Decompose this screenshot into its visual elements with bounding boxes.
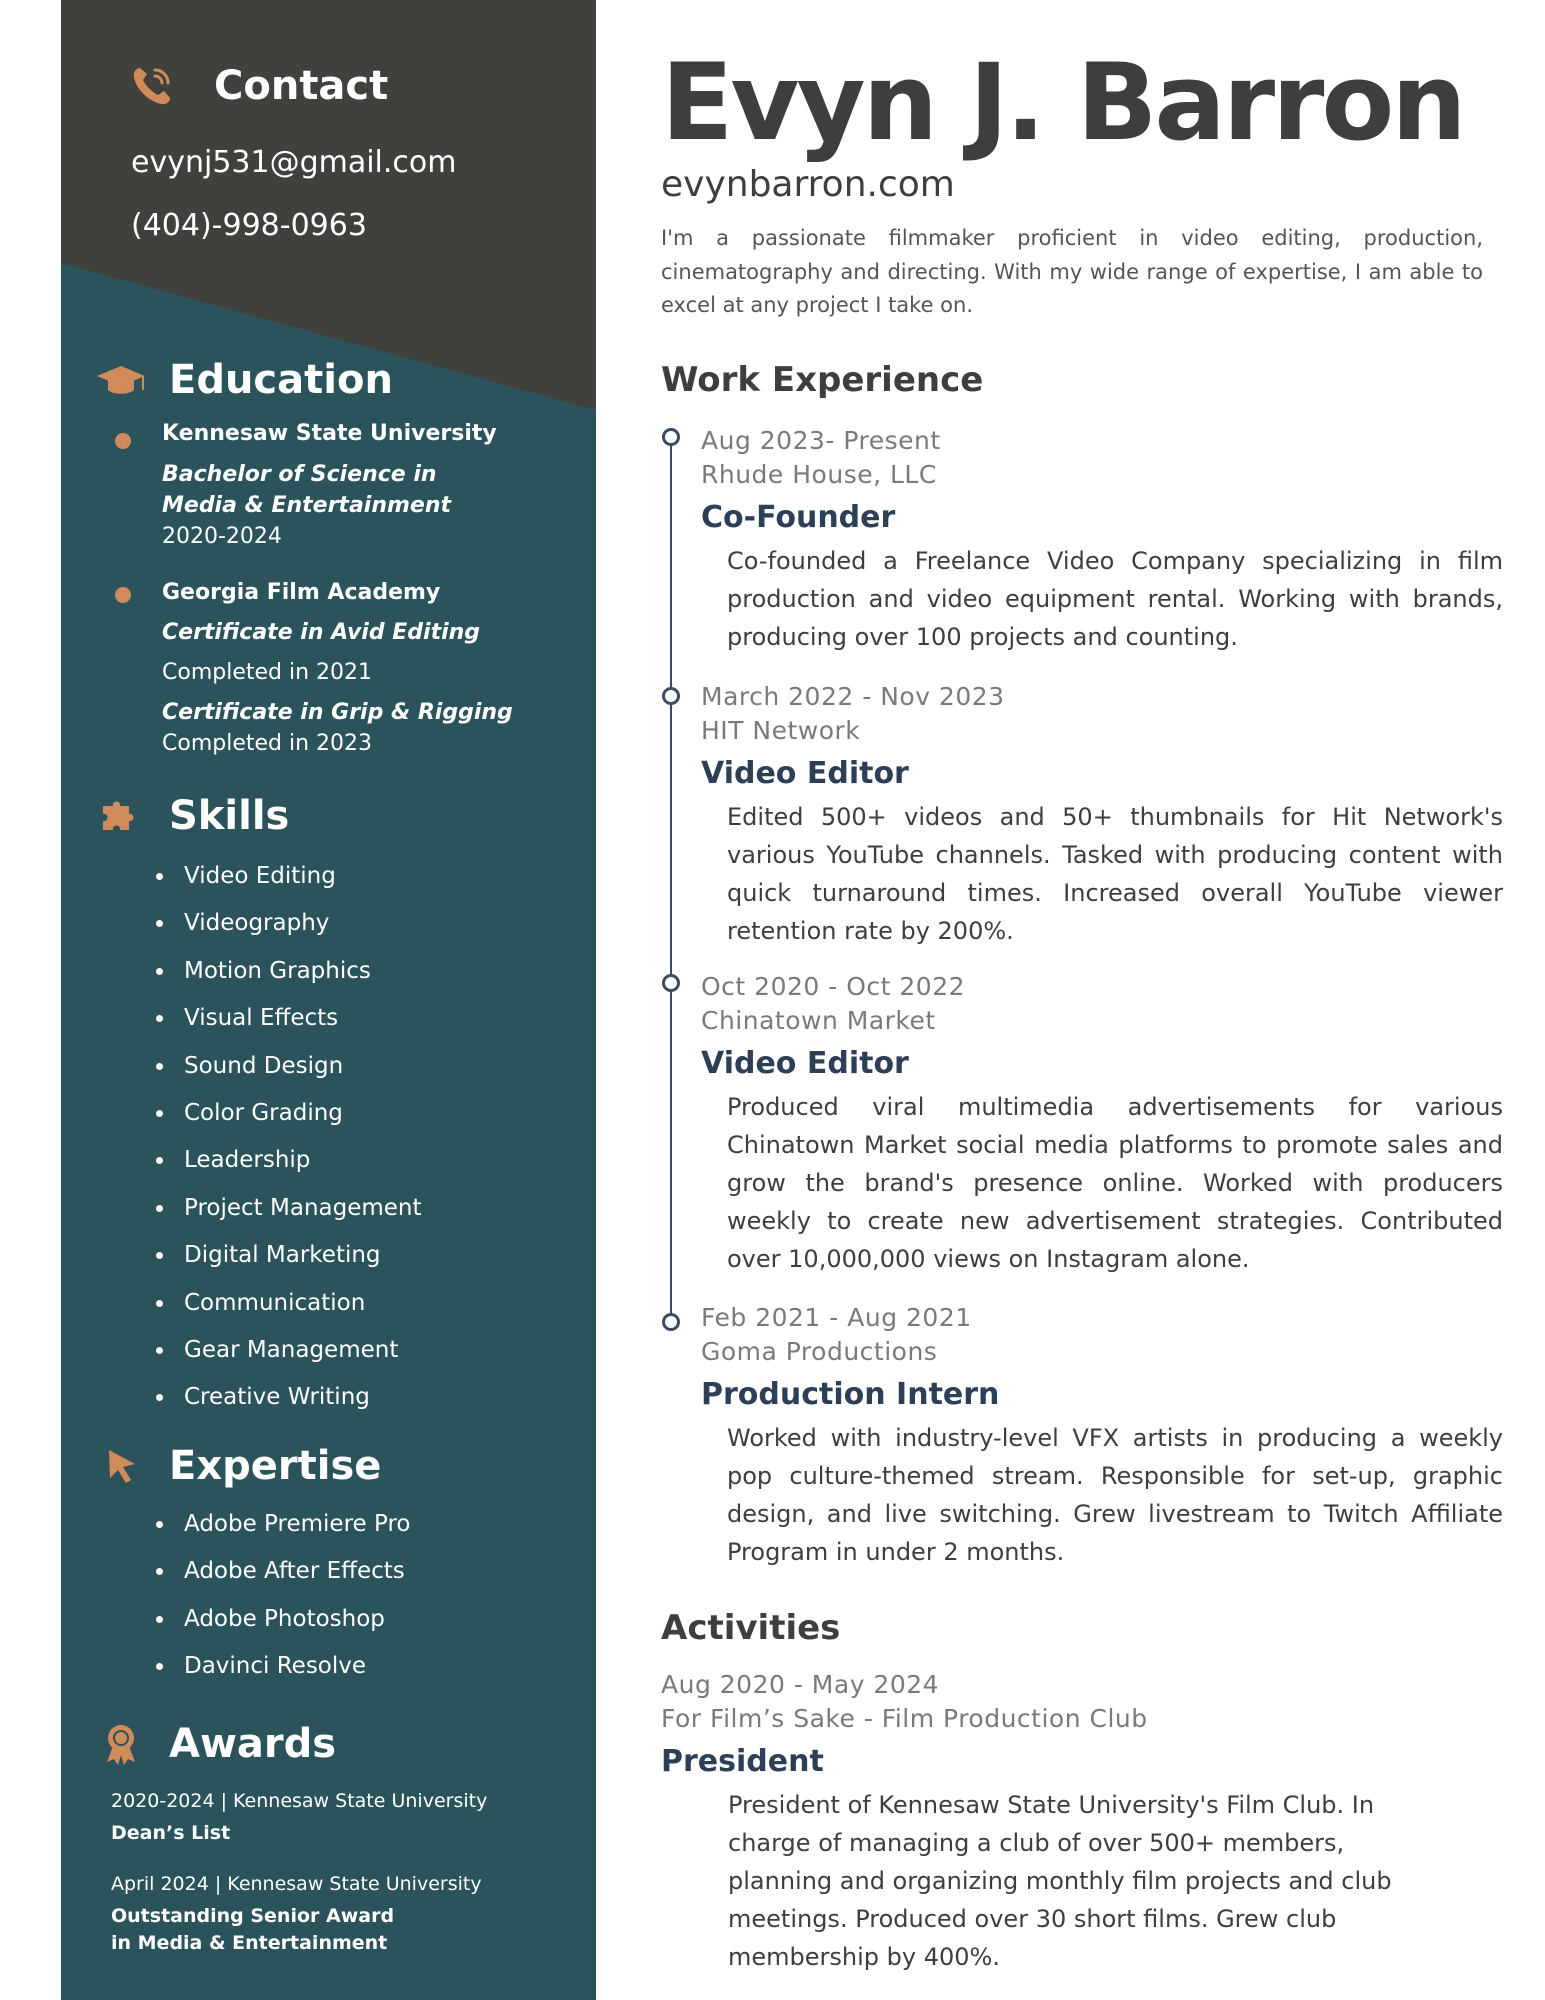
- job-description: Edited 500+ videos and 50+ thumbnails for Hit Network's various YouTube channels. Tasked with producing content with quick turnaround times. Increased overall YouTube viewer retention rate by 200%.: [727, 803, 1503, 945]
- list-item: Color Grading: [144, 1098, 422, 1145]
- job-dates: Feb 2021 - Aug 2021: [701, 1303, 972, 1332]
- list-item: Motion Graphics: [144, 956, 422, 1003]
- list-item: Visual Effects: [144, 1003, 422, 1050]
- candidate-name: Evyn J. Barron: [661, 41, 1464, 164]
- expertise-heading: [95, 1442, 381, 1490]
- certificate-title: Certificate in Grip & Rigging: [162, 700, 513, 725]
- job-entry: [701, 970, 1503, 1278]
- degree-title: Bachelor of Science in Media & Entertainment: [162, 462, 452, 518]
- contact-title: Contact: [214, 63, 389, 109]
- job-dates: March 2022 - Nov 2023: [701, 682, 1005, 711]
- timeline-line: [670, 443, 672, 1319]
- skills-title: Skills: [169, 793, 290, 839]
- award-senior-award: [111, 1871, 482, 1957]
- job-entry: [701, 680, 1503, 950]
- job-role: Video Editor: [701, 756, 909, 791]
- graduation-cap-icon: [95, 356, 147, 404]
- job-description: Produced viral multimedia advertisements for various Chinatown Market social media platforms to promote sales and grow the brand's presence online. Worked with producers weekly to create new advertisement strategies. Contributed over 10,000,000 views on Instagram alone.: [727, 1093, 1503, 1273]
- sidebar: [61, 0, 596, 2000]
- job-entry: [701, 424, 1503, 656]
- job-role: Production Intern: [701, 1377, 1000, 1412]
- list-item: Project Management: [144, 1193, 422, 1240]
- activities-title: Activities: [661, 1608, 841, 1648]
- list-item: Adobe After Effects: [144, 1556, 410, 1603]
- education-title: Education: [169, 357, 393, 403]
- job-role: Co-Founder: [701, 500, 896, 535]
- job-role: Video Editor: [701, 1046, 909, 1081]
- award-title: Dean’s List: [111, 1822, 231, 1844]
- awards-heading: [95, 1720, 336, 1768]
- list-item: Creative Writing: [144, 1382, 422, 1429]
- list-item: Adobe Photoshop: [144, 1604, 410, 1651]
- timeline-marker: [662, 687, 680, 705]
- certificate-status: Completed in 2021: [162, 660, 373, 685]
- education-entry-gfa: [162, 577, 513, 759]
- skills-list: [144, 861, 422, 1430]
- bullet-dot: [115, 433, 131, 449]
- puzzle-icon: [95, 792, 147, 840]
- job-company: Goma Productions: [701, 1337, 938, 1366]
- skills-heading: [95, 792, 289, 840]
- certificate-title: Certificate in Avid Editing: [162, 620, 481, 645]
- education-entry-ksu: [162, 418, 497, 552]
- list-item: Adobe Premiere Pro: [144, 1509, 410, 1556]
- activity-dates: Aug 2020 - May 2024: [661, 1670, 940, 1699]
- list-item: Videography: [144, 908, 422, 955]
- job-dates: Aug 2023- Present: [701, 426, 941, 455]
- awards-title: Awards: [169, 1721, 337, 1767]
- job-description: Co-founded a Freelance Video Company specializing in film production and video equipment rental. Working with brands, producing over 100 projects and counting.: [727, 547, 1503, 651]
- activity-entry: [661, 1668, 1503, 1976]
- list-item: Leadership: [144, 1145, 422, 1192]
- list-item: Davinci Resolve: [144, 1651, 410, 1698]
- cursor-arrow-icon: [95, 1442, 147, 1490]
- contact-heading: [126, 62, 388, 110]
- timeline-marker: [662, 974, 680, 992]
- list-item: Digital Marketing: [144, 1240, 422, 1287]
- job-company: Rhude House, LLC: [701, 460, 937, 489]
- phone-icon: [126, 62, 178, 110]
- work-experience-title: Work Experience: [661, 360, 984, 400]
- award-meta: 2020-2024 | Kennesaw State University: [111, 1790, 488, 1812]
- school-name: Kennesaw State University: [162, 421, 497, 446]
- summary-text: I'm a passionate filmmaker proficient in video editing, production, cinematography and directing. With my wide range of expertise, I am able to excel at any project I take on.: [661, 226, 1483, 317]
- list-item: Communication: [144, 1288, 422, 1335]
- school-name: Georgia Film Academy: [162, 580, 441, 605]
- job-dates: Oct 2020 - Oct 2022: [701, 972, 966, 1001]
- award-deans-list: [111, 1788, 487, 1847]
- award-ribbon-icon: [95, 1720, 147, 1768]
- email-link[interactable]: evynj531@gmail.com: [131, 145, 457, 180]
- job-description: Worked with industry-level VFX artists in producing a weekly pop culture-themed stream. Responsible for set-up, graphic design, and live switching. Grew livestream to Twitch Affiliate Program in under 2 months.: [727, 1424, 1503, 1566]
- job-company: Chinatown Market: [701, 1006, 936, 1035]
- list-item: Video Editing: [144, 861, 422, 908]
- certificate-status: Completed in 2023: [162, 731, 373, 756]
- list-item: Gear Management: [144, 1335, 422, 1382]
- list-item: Sound Design: [144, 1051, 422, 1098]
- bullet-dot: [115, 587, 131, 603]
- degree-years: 2020-2024: [162, 524, 282, 549]
- activity-organization: For Film’s Sake - Film Production Club: [661, 1704, 1148, 1733]
- education-heading: [95, 356, 393, 404]
- timeline-marker: [662, 428, 680, 446]
- activity-role: President: [661, 1744, 824, 1779]
- main-content: [661, 0, 1503, 2000]
- expertise-title: Expertise: [169, 1443, 382, 1489]
- job-entry: [701, 1301, 1503, 1571]
- job-company: HIT Network: [701, 716, 861, 745]
- expertise-list: [144, 1509, 410, 1699]
- award-title: in Media & Entertainment: [111, 1932, 388, 1954]
- timeline-marker: [662, 1313, 680, 1331]
- award-meta: April 2024 | Kennesaw State University: [111, 1873, 482, 1895]
- phone-number[interactable]: (404)-998-0963: [131, 208, 367, 243]
- award-title: Outstanding Senior Award: [111, 1905, 395, 1927]
- activity-description: President of Kennesaw State University's Film Club. In charge of managing a club of over 500+ members, planning and organizing monthly film projects and club meetings. Produced over 30 short films. Grew club membership by 400%.: [728, 1791, 1392, 1971]
- website-link[interactable]: evynbarron.com: [661, 164, 955, 205]
